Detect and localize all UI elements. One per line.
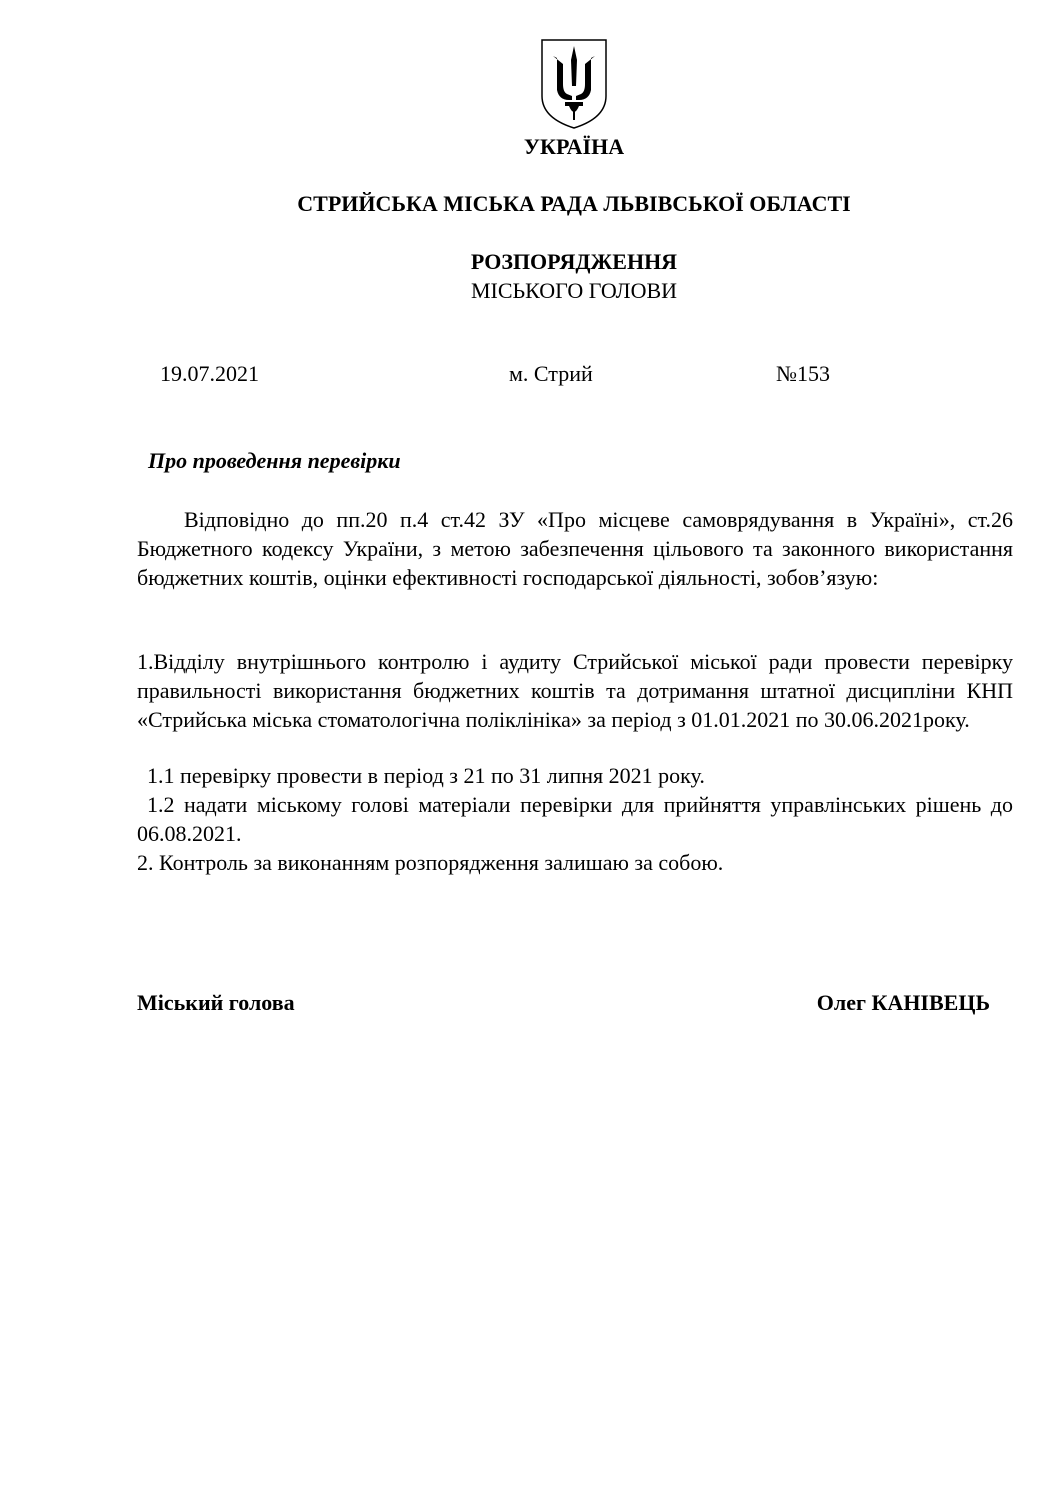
country-heading: УКРАЇНА [523,134,625,159]
document-type: РОЗПОРЯДЖЕННЯ [470,249,678,274]
document-number: №153 [776,361,830,386]
item-1-1-paragraph: 1.1 перевірку провести в період з 21 по 31 липня 2021 року. [147,763,705,788]
coat-of-arms-icon [539,38,609,130]
issuer: МІСЬКОГО ГОЛОВИ [470,278,678,303]
item-2-paragraph: 2. Контроль за виконанням розпорядження залишаю за собою. [137,850,724,875]
signature-role: Міський голова [137,990,295,1015]
item-1-paragraph: 1.Відділу внутрішнього контролю і аудиту Стрийської міської ради провести перевірку правильності використання бюджетних коштів та дотримання штатної дисципліни КНП «Стрийська міська стоматологічна поліклініка» за період з 01.01.2021 по 30.06.2021року. [137,649,1013,732]
item-1-2-paragraph: 1.2 надати міському голові матеріали перевірки для прийняття управлінських рішень до 06.08.2021. [137,792,1013,846]
council-heading: СТРИЙСЬКА МІСЬКА РАДА ЛЬВІВСЬКОЇ ОБЛАСТІ [297,191,851,216]
document-date: 19.07.2021 [160,361,259,386]
document-subject: Про проведення перевірки [148,448,401,473]
document-city: м. Стрий [509,361,593,386]
preamble-paragraph: Відповідно до пп.20 п.4 ст.42 ЗУ «Про місцеве самоврядування в Україні», ст.26 Бюджетного кодексу України, з метою забезпечення цільового та законного використання бюджетних коштів, оцінки ефективності господарської діяльності, зобов’язую: [137,507,1013,590]
signature-name: Олег КАНІВЕЦЬ [816,990,990,1015]
